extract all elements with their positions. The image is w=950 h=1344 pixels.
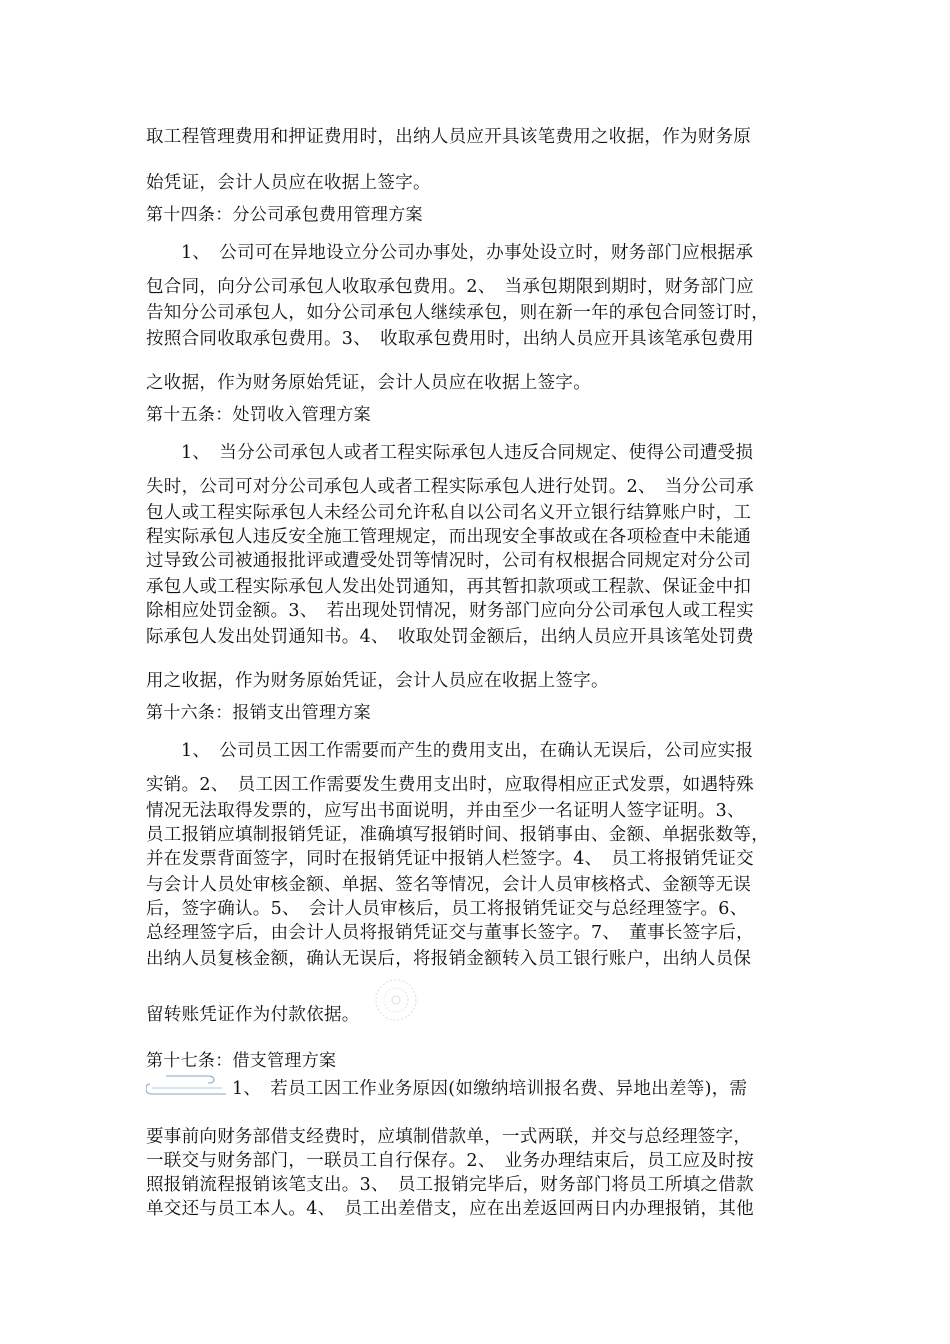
body-text-line: 1、 公司员工因工作需要而产生的费用支出，在确认无误后，公司应实报 bbox=[181, 741, 754, 761]
body-text-line: 1、 若员工因工作业务原因(如缴纳培训报名费、异地出差等)，需 bbox=[232, 1079, 748, 1099]
section-heading: 第十五条：处罚收入管理方案 bbox=[146, 405, 371, 425]
body-text-line: 要事前向财务部借支经费时，应填制借款单，一式两联，并交与总经理签字， bbox=[146, 1127, 752, 1147]
body-text-line: 情况无法取得发票的，应写出书面说明，并由至少一名证明人签字证明。3、 bbox=[146, 801, 745, 821]
body-text-line: 员工报销应填制报销凭证，准确填写报销时间、报销事由、金额、单据张数等， bbox=[146, 825, 769, 845]
body-text-line: 留转账凭证作为付款依据。 bbox=[146, 1005, 360, 1025]
body-text-line: 承包人或工程实际承包人发出处罚通知，再其暂扣款项或工程款、保证金中扣 bbox=[146, 577, 752, 597]
body-text-line: 按照合同收取承包费用。3、 收取承包费用时，出纳人员应开具该笔承包费用 bbox=[146, 329, 754, 349]
body-text-line: 1、 公司可在异地设立分公司办事处，办事处设立时，财务部门应根据承 bbox=[181, 243, 754, 263]
body-text-line: 程实际承包人违反安全施工管理规定，而出现安全事故或在各项检查中未能通 bbox=[146, 527, 752, 547]
body-text-line: 后，签字确认。5、 会计人员审核后，员工将报销凭证交与总经理签字。6、 bbox=[146, 899, 748, 919]
body-text-line: 包合同，向分公司承包人收取承包费用。2、 当承包期限到期时，财务部门应 bbox=[146, 277, 754, 297]
body-text-line: 一联交与财务部门，一联员工自行保存。2、 业务办理结束后，员工应及时按 bbox=[146, 1151, 754, 1171]
body-text-line: 1、 当分公司承包人或者工程实际承包人违反合同规定、使得公司遭受损 bbox=[181, 443, 754, 463]
body-text-line: 与会计人员处审核金额、单据、签名等情况，会计人员审核格式、金额等无误 bbox=[146, 875, 752, 895]
body-text-line: 并在发票背面签字，同时在报销凭证中报销人栏签字。4、 员工将报销凭证交 bbox=[146, 849, 754, 869]
body-text-line: 失时，公司可对分公司承包人或者工程实际承包人进行处罚。2、 当分公司承 bbox=[146, 477, 754, 497]
body-text-line: 照报销流程报销该笔支出。3、 员工报销完毕后，财务部门将员工所填之借款 bbox=[146, 1175, 754, 1195]
body-text-line: 始凭证，会计人员应在收据上签字。 bbox=[146, 173, 431, 193]
body-text-line: 总经理签字后，由会计人员将报销凭证交与董事长签字。7、 董事长签字后， bbox=[146, 923, 754, 943]
section-heading: 第十七条：借支管理方案 bbox=[146, 1051, 337, 1071]
paperclip-icon bbox=[146, 1070, 232, 1098]
body-text-line: 告知分公司承包人，如分公司承包人继续承包，则在新一年的承包合同签订时， bbox=[146, 303, 769, 323]
section-heading: 第十六条：报销支出管理方案 bbox=[146, 703, 371, 723]
body-text-line: 包人或工程实际承包人未经公司允许私自以公司名义开立银行结算账户时，工 bbox=[146, 503, 752, 523]
body-text-line: 取工程管理费用和押证费用时，出纳人员应开具该笔费用之收据，作为财务原 bbox=[146, 127, 752, 147]
body-text-line: 用之收据，作为财务原始凭证，会计人员应在收据上签字。 bbox=[146, 671, 609, 691]
body-text-line: 出纳人员复核金额，确认无误后，将报销金额转入员工银行账户，出纳人员保 bbox=[146, 949, 752, 969]
body-text-line: 实销。2、 员工因工作需要发生费用支出时，应取得相应正式发票，如遇特殊 bbox=[146, 775, 754, 795]
body-text-line: 单交还与员工本人。4、 员工出差借支，应在出差返回两日内办理报销，其他 bbox=[146, 1199, 754, 1219]
section-heading: 第十四条：分公司承包费用管理方案 bbox=[146, 205, 423, 225]
body-text-line: 际承包人发出处罚通知书。4、 收取处罚金额后，出纳人员应开具该笔处罚费 bbox=[146, 627, 754, 647]
body-text-line: 除相应处罚金额。3、 若出现处罚情况，财务部门应向分公司承包人或工程实 bbox=[146, 601, 754, 621]
body-text-line: 之收据，作为财务原始凭证，会计人员应在收据上签字。 bbox=[146, 373, 591, 393]
body-text-line: 过导致公司被通报批评或遭受处罚等情况时，公司有权根据合同规定对分公司 bbox=[146, 551, 752, 571]
